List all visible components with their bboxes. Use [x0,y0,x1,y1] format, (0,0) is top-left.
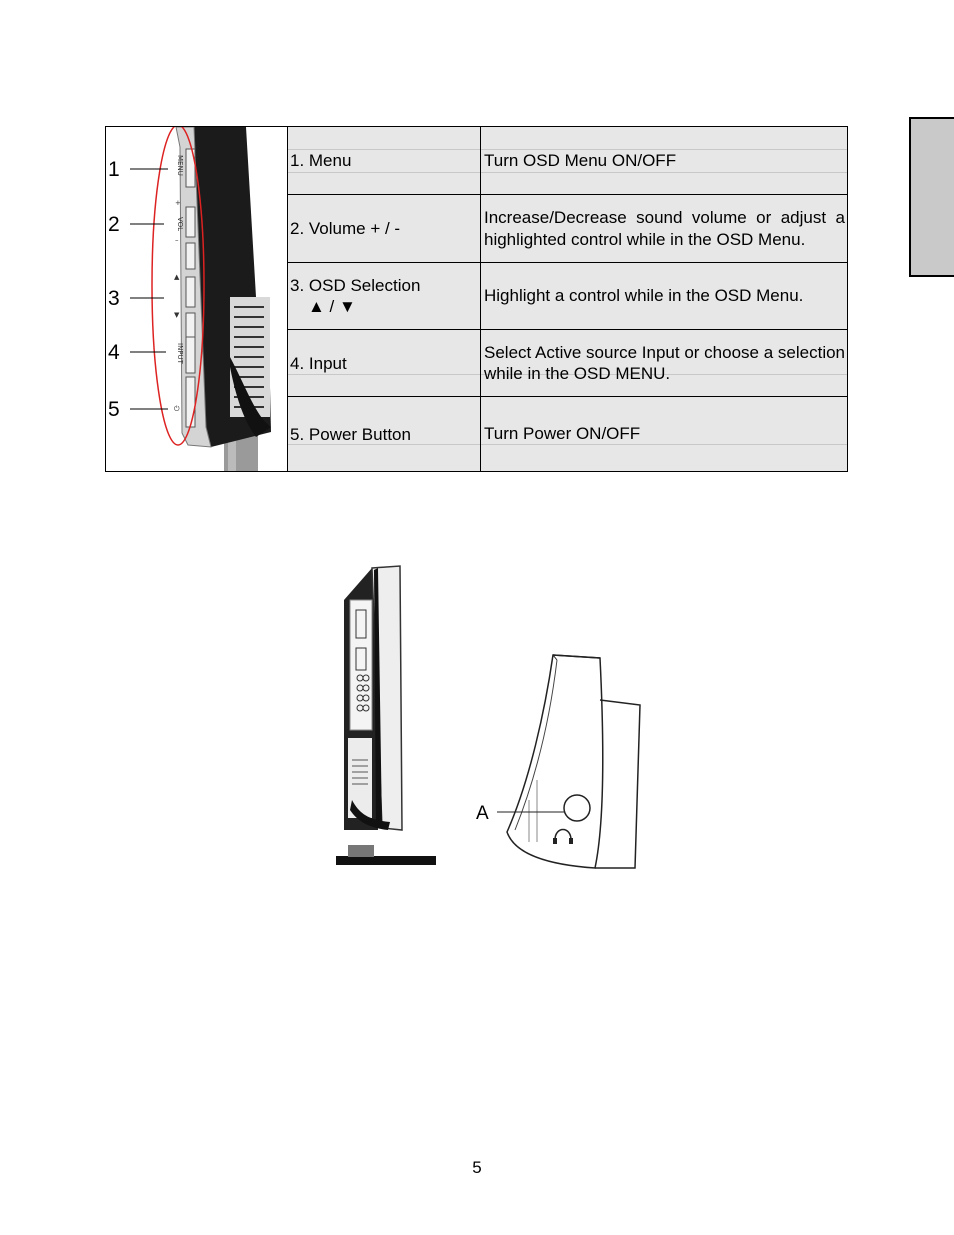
section-tab [909,117,954,277]
control-name: 5. Power Button [288,397,481,471]
table-row [288,263,847,330]
svg-text:–: – [175,236,179,244]
table-row [288,195,847,263]
control-name: 1. Menu [288,127,481,194]
svg-text:▼: ▼ [174,311,180,319]
controls-table [105,126,848,472]
callout-4: 4 [108,341,120,364]
control-description: Turn OSD Menu ON/OFF [484,150,677,170]
headphone-icon [553,830,573,845]
svg-text:+: + [175,199,181,207]
callout-5: 5 [108,398,120,421]
svg-text:VOL: VOL [176,217,184,232]
table-row [288,127,847,195]
callout-1: 1 [108,158,120,181]
monitor-side-buttons-image [106,127,288,471]
svg-text:⏻: ⏻ [174,405,180,413]
page-number: 5 [472,1158,482,1177]
control-name: 4. Input [288,330,481,396]
control-description: Select Active source Input or choose a selection while in the OSD MENU. [484,342,845,383]
arrow-up-down-icon: ▲ / ▼ [308,297,356,316]
headphone-jack-detail [495,650,650,875]
monitor-side-view-image [330,560,442,870]
table-row [288,397,847,471]
control-name: 2. Volume + / - [288,195,481,262]
control-description: Highlight a control while in the OSD Menu. [484,286,804,306]
side-panel-illustration [106,127,288,471]
callout-3: 3 [108,287,120,310]
headphone-jack-label: A [476,803,489,824]
control-description: Turn Power ON/OFF [484,424,641,444]
controls-rows [288,127,847,471]
svg-text:▲: ▲ [174,273,180,281]
control-description: Increase/Decrease sound volume or adjust a highlighted control while in the OSD Menu. [484,208,845,249]
svg-text:MENU: MENU [176,155,184,176]
table-row [288,330,847,397]
control-name: 3. OSD Selection ▲ / ▼ [288,263,481,329]
svg-text:INPUT: INPUT [176,343,184,364]
callout-2: 2 [108,213,120,236]
